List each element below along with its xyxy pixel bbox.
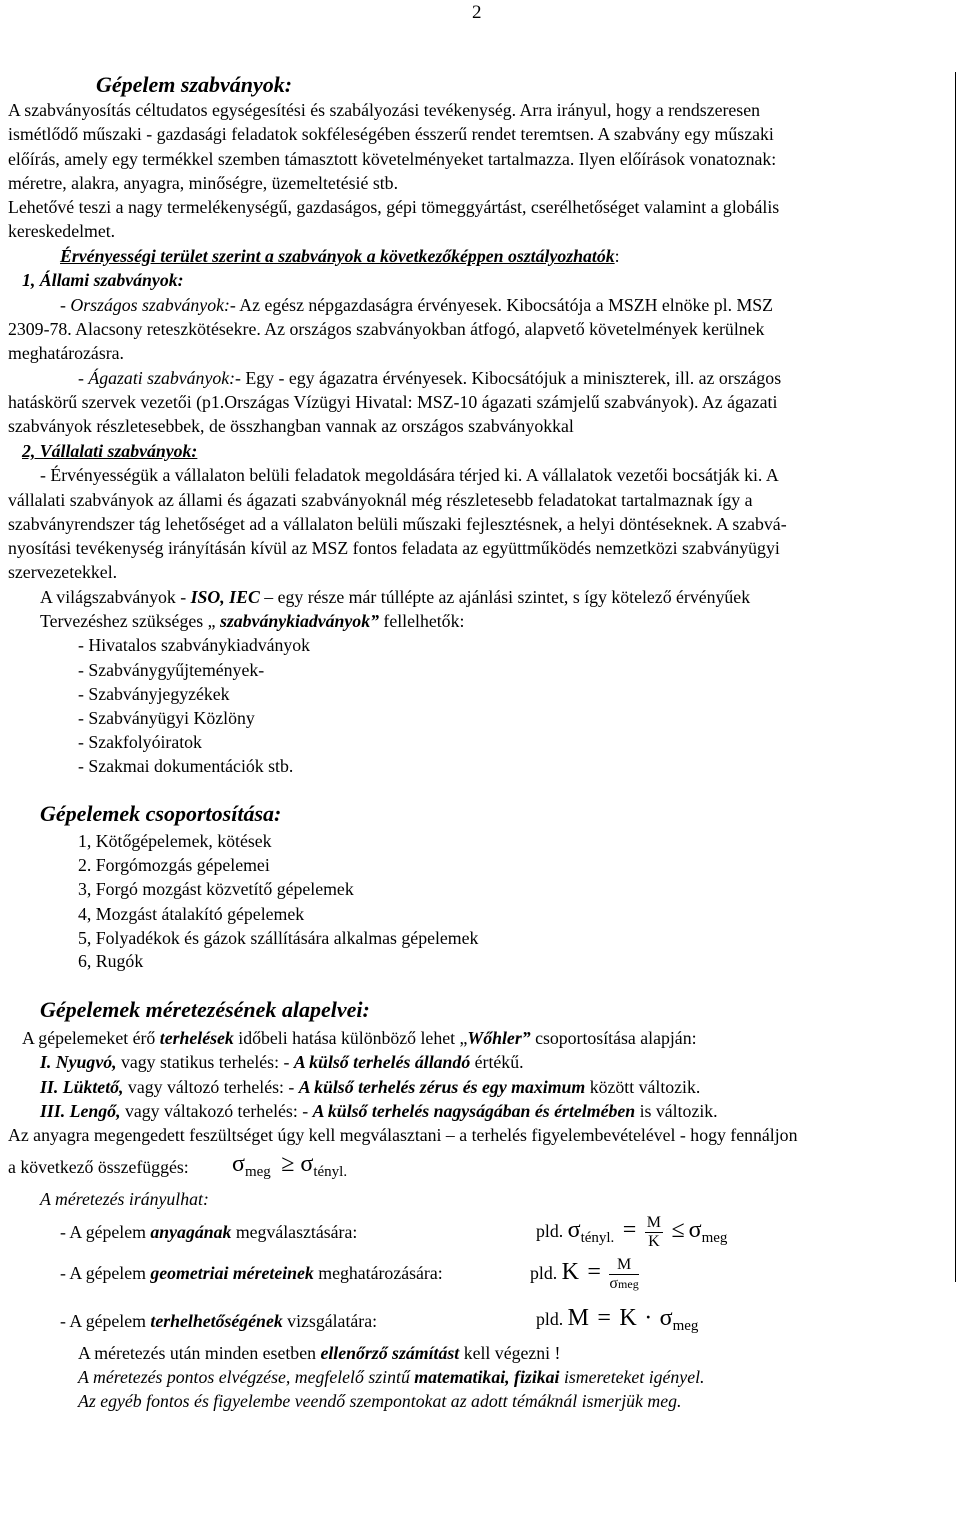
list-item: - Hivatalos szabványkiadványok [78, 635, 311, 655]
list-item: - Szabványjegyzékek [78, 684, 230, 704]
text: megválasztására: [231, 1222, 358, 1242]
aim-term: terhelhetőségének [150, 1311, 283, 1331]
national-standards-label: - Országos szabványok: [60, 295, 230, 315]
world-standards-line [40, 586, 750, 608]
aim-load-capacity [60, 1310, 377, 1332]
text: meghatározására: [313, 1263, 443, 1283]
text: is változik. [635, 1101, 718, 1121]
text: csoportosítása alapján: [530, 1028, 697, 1048]
list-item: - Szakmai dokumentációk stb. [78, 756, 294, 776]
paragraph-line: Lehetővé teszi a nagy termelékenységű, gazdaságos, gépi tömeggyártást, cserélhetőséget valamint a globális [8, 197, 780, 217]
text: a következő összefüggés: [8, 1157, 189, 1177]
subscript: meg [618, 1277, 639, 1292]
text: A méretezés pontos elvégzése, megfelelő szintű [78, 1367, 415, 1387]
aims-label: A méretezés irányulhat: [40, 1189, 209, 1209]
m-symbol: M [567, 1305, 589, 1331]
sector-standards-line [78, 367, 781, 389]
text: vizsgálatára: [282, 1311, 378, 1331]
list-item: 1, Kötőgépelemek, kötések [78, 831, 272, 851]
load-description: A külső terhelés állandó [293, 1052, 471, 1072]
company-standards-heading: 2, Vállalati szabványok: [22, 441, 198, 461]
relation-formula [232, 1149, 347, 1182]
relation-line [8, 1156, 189, 1178]
paragraph-line: hatáskörű szervek vezetői (p1.Országas Vízügyi Hivatal: MSZ-10 ágazati számjelű szabványok). Az ágazati [8, 392, 778, 412]
sector-standards-text: - Egy - egy ágazatra érvényesek. Kibocsátójuk a miniszterek, ill. az országos [235, 368, 782, 388]
classification-heading-text: Érvényességi terület szerint a szabványok a következőképpen osztályozhatók [60, 246, 615, 266]
requirements-term: matematikai, fizikai [414, 1367, 560, 1387]
formula-load-capacity [536, 1301, 698, 1338]
wohler-term: Wőhler” [467, 1028, 531, 1048]
design-publications-line [40, 610, 464, 632]
subscript: tényl. [313, 1164, 348, 1180]
list-item: 2. Forgómozgás gépelemei [78, 855, 270, 875]
subscript: meg [244, 1164, 271, 1180]
sigma-symbol: σ [609, 1275, 619, 1293]
text: - A gépelem [60, 1311, 151, 1331]
load-type-alternating [40, 1100, 718, 1122]
state-standards-heading: 1, Állami szabványok: [22, 270, 184, 290]
text: ismereteket igényel. [559, 1367, 705, 1387]
dot-symbol: · [644, 1305, 653, 1331]
paragraph-line: vállalati szabványok az állami és ágazati szabványoknál még részletesebb feladatokat tartalmaznak így a [8, 490, 753, 510]
geq-symbol: ≥ [281, 1151, 295, 1177]
sigma-symbol: σ [300, 1151, 314, 1177]
paragraph-line: szabványrendszer tág lehetőséget ad a vállalaton belüli műszaki fejlesztésnek, a helyi döntéseknek. A szabvá- [8, 514, 787, 534]
paragraph-line: ismétlődő műszaki - gazdasági feladatok sokféleségében ésszerű rendet teremtsen. A szabvány egy műszaki [8, 124, 774, 144]
final-line: Az egyéb fontos és figyelembe veendő szempontokat az adott témáknál ismerjük meg. [78, 1391, 682, 1411]
load-description: A külső terhelés zérus és egy maximum [298, 1077, 586, 1097]
paragraph-line: nyosítási tevékenység irányításán kívül az MSZ fontos feladata az együttműködés nemzetközi szabványügyi [8, 538, 780, 558]
text: A világszabványok - [40, 587, 191, 607]
page-number: 2 [472, 2, 482, 23]
load-type-static [40, 1051, 524, 1073]
text: kell végezni ! [459, 1343, 561, 1363]
text: A méretezés után minden esetben [78, 1343, 321, 1363]
sigma-symbol: σ [232, 1151, 245, 1177]
paragraph-line: A szabványosítás céltudatos egységesítési és szabályozási tevékenység. Arra irányul, hogy a rendszeresen [8, 100, 760, 120]
fraction-m-over-sigma [609, 1257, 638, 1292]
k-symbol: K [619, 1305, 637, 1331]
list-item: - Szabványügyi Közlöny [78, 708, 255, 728]
text: – egy része már túllépte az ajánlási szintet, s így kötelező érvényűek [259, 587, 751, 607]
k-symbol: K [561, 1259, 579, 1285]
load-type-pulsating [40, 1076, 700, 1098]
denominator: K [648, 1233, 660, 1251]
denominator [609, 1275, 638, 1292]
sector-standards-label: - Ágazati szabványok: [78, 368, 236, 388]
colon: : [614, 246, 620, 266]
formula-material [536, 1208, 727, 1255]
list-item: 3, Forgó mozgást közvetítő gépelemek [78, 879, 354, 899]
aim-geometry [60, 1262, 443, 1284]
pld-label: pld. [536, 1309, 564, 1329]
list-item: 5, Folyadékok és gázok szállítására alkalmas gépelemek [78, 928, 479, 948]
dimensioning-intro [22, 1027, 697, 1049]
subscript: meg [701, 1230, 728, 1246]
equals-symbol: = [622, 1217, 637, 1243]
stress-line: Az anyagra megengedett feszültséget úgy kell megválasztani – a terhelés figyelembevételével - hogy fennáljon [8, 1125, 798, 1145]
text: időbeli hatása különböző lehet „ [233, 1028, 468, 1048]
aim-material [60, 1221, 357, 1243]
loads-term: terhelések [159, 1028, 234, 1048]
text: vagy változó terhelés: - [123, 1077, 299, 1097]
leq-symbol: ≤ [671, 1217, 685, 1243]
fraction-m-over-k [645, 1215, 663, 1250]
subscript: tényl. [580, 1230, 615, 1246]
text: között változik. [585, 1077, 701, 1097]
section-heading-dimensioning: Gépelemek méretezésének alapelvei: [40, 997, 370, 1022]
load-description: A külső terhelés nagyságában és értelmében [312, 1101, 636, 1121]
requirements-line [78, 1366, 704, 1388]
national-standards-line [60, 294, 773, 316]
national-standards-text: - Az egész népgazdaságra érvényesek. Kibocsátója a MSZH elnöke pl. MSZ [229, 295, 774, 315]
load-label: II. Lüktető, [40, 1077, 124, 1097]
subscript: meg [672, 1318, 699, 1334]
pld-label: pld. [530, 1263, 558, 1283]
paragraph-line: meghatározásra. [8, 343, 125, 363]
paragraph-line: előírás, amely egy termékkel szemben támasztott követelményeket tartalmazza. Ilyen előírások vonatoznak: [8, 149, 777, 169]
list-item: - Szakfolyóiratok [78, 732, 202, 752]
sigma-symbol: σ [567, 1217, 581, 1243]
aim-term: geometriai méreteinek [150, 1263, 314, 1283]
equals-symbol: = [597, 1305, 611, 1331]
paragraph-line: 2309-78. Alacsony reteszkötésekre. Az országos szabványokban átfogó, alapvető követelmények kerülnek [8, 319, 765, 339]
paragraph-line: szabványok részletesebbek, de összhangban vannak az országos szabványokkal [8, 416, 574, 436]
world-standards-bold: ISO, IEC [190, 587, 260, 607]
list-item: - Szabványgyűjtemények- [78, 660, 265, 680]
section-heading-grouping: Gépelemek csoportosítása: [40, 801, 282, 826]
paragraph-line: - Érvényességük a vállalaton belüli feladatok megoldására térjed ki. A vállalatok vezetői bocsátják ki. A [40, 465, 779, 485]
equals-symbol: = [587, 1259, 601, 1285]
text: - A gépelem [60, 1263, 151, 1283]
text: A gépelemeket érő [22, 1028, 160, 1048]
text: Tervezéshez szükséges „ [40, 611, 220, 631]
text: - A gépelem [60, 1222, 151, 1242]
load-label: III. Lengő, [40, 1101, 121, 1121]
text: vagy váltakozó terhelés: - [120, 1101, 313, 1121]
text: vagy statikus terhelés: - [116, 1052, 294, 1072]
check-term: ellenőrző számítást [320, 1343, 460, 1363]
margin-rule [955, 72, 956, 1282]
load-label: I. Nyugvó, [40, 1052, 117, 1072]
paragraph-line: kereskedelmet. [8, 221, 116, 241]
section-heading-standards: Gépelem szabványok: [96, 72, 293, 97]
check-calculation-line [78, 1342, 560, 1364]
numerator: M [646, 1214, 661, 1232]
classification-heading [60, 245, 620, 267]
pld-label: pld. [536, 1221, 564, 1241]
text: fellelhetők: [378, 611, 465, 631]
list-item: 6, Rugók [78, 951, 144, 971]
design-publications-bold: szabványkiadványok” [219, 611, 379, 631]
formula-geometry [530, 1250, 639, 1295]
aim-term: anyagának [150, 1222, 232, 1242]
paragraph-line: szervezetekkel. [8, 562, 118, 582]
paragraph-line: méretre, alakra, anyagra, minőségre, üzemeltetésié stb. [8, 173, 399, 193]
sigma-symbol: σ [659, 1305, 673, 1331]
numerator: M [609, 1257, 638, 1275]
text: értékű. [470, 1052, 524, 1072]
list-item: 4, Mozgást átalakító gépelemek [78, 904, 305, 924]
sigma-symbol: σ [688, 1217, 702, 1243]
